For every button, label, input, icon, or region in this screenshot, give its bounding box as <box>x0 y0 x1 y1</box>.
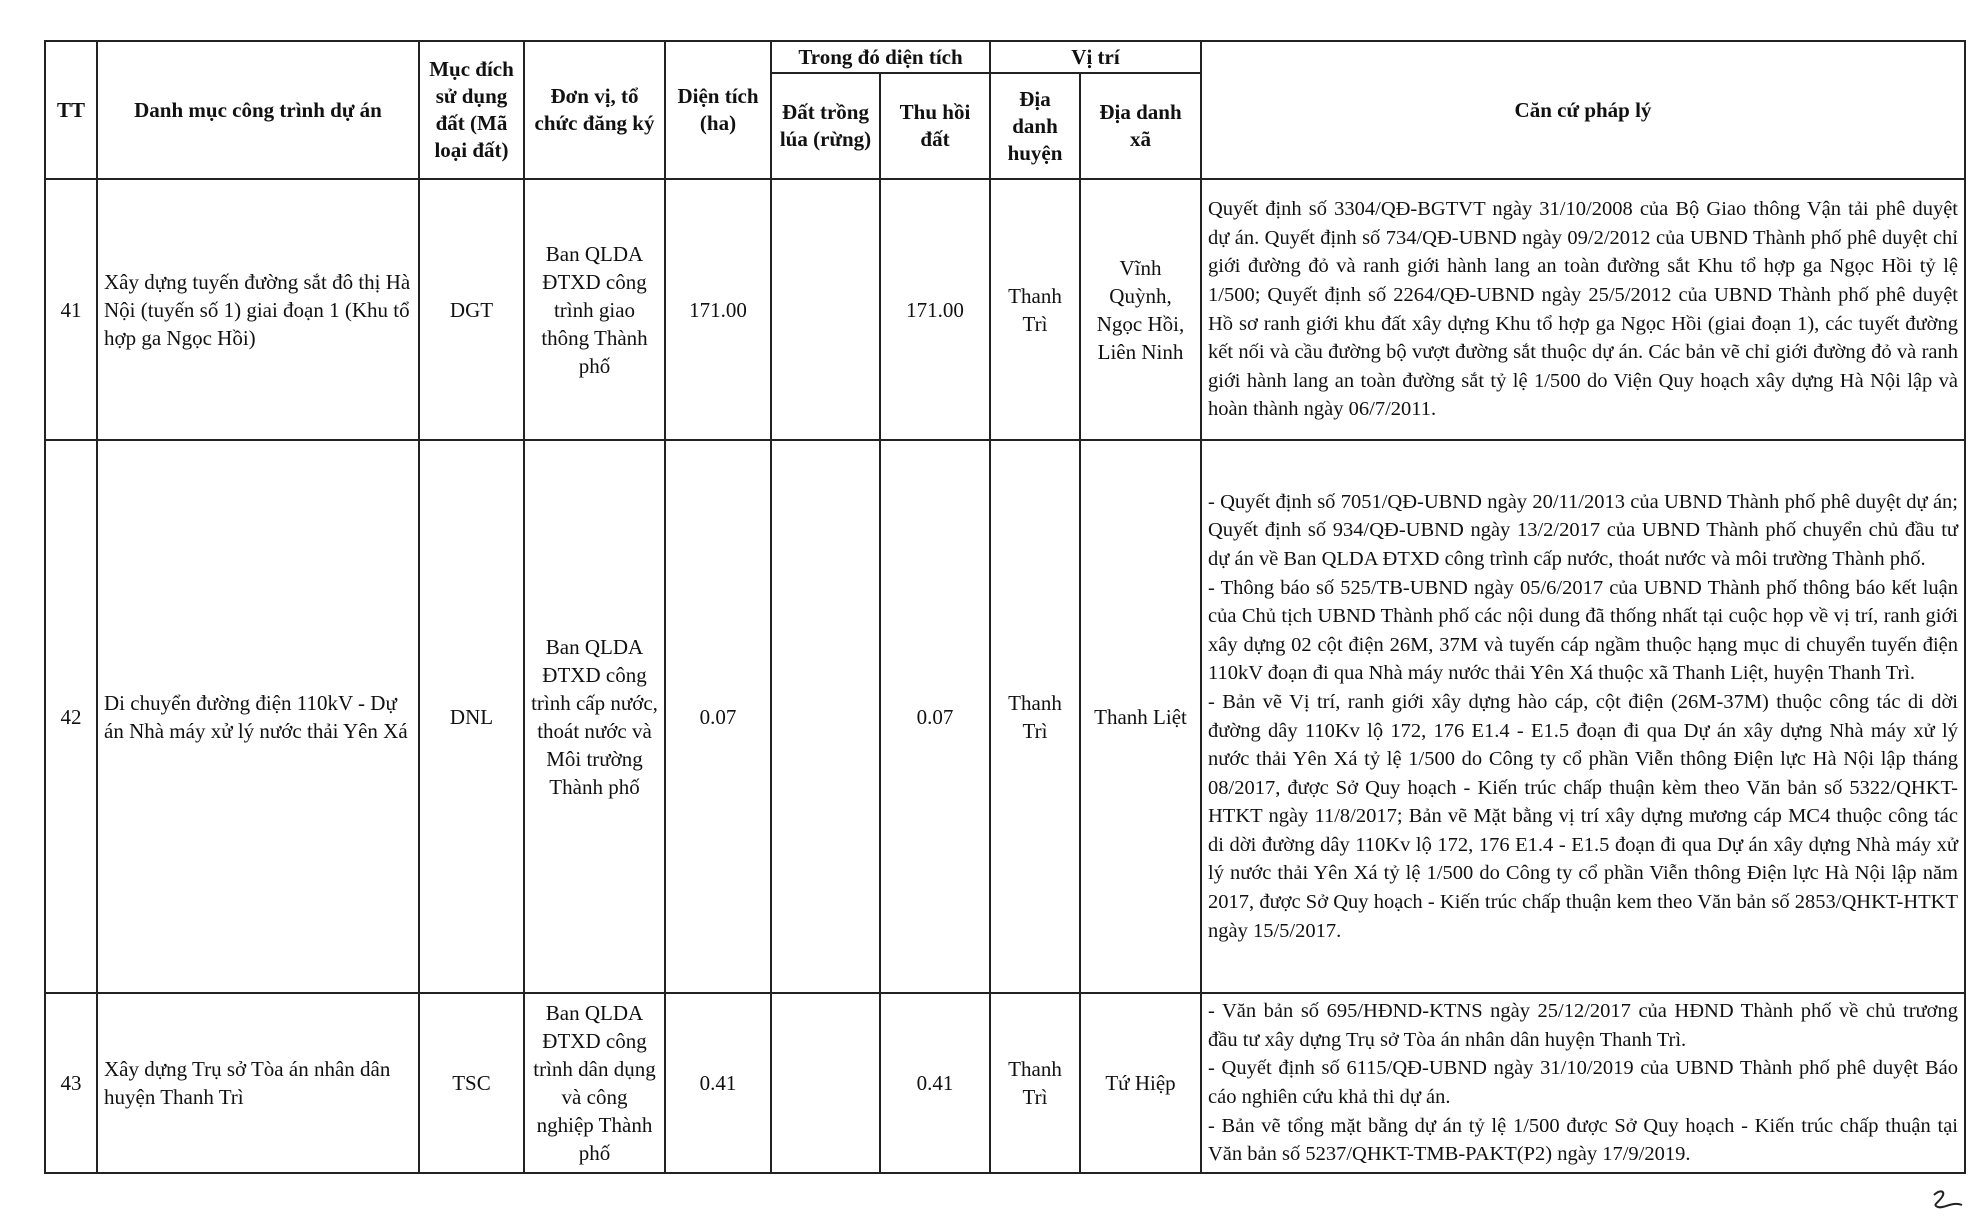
legal-line: Quyết định số 3304/QĐ-BGTVT ngày 31/10/2008 của Bộ Giao thông Vận tải phê duyệt dự án. Quyết định số 734/QĐ-UBND ngày 09/2/2012 của UBND Thành phố phê duyệt chỉ giới đường đỏ và ranh giới hành lang an toàn đường sắt Khu tổ hợp ga Ngọc Hồi tỷ lệ 1/500; Quyết định số 2264/QĐ-UBND ngày 25/5/2012 của UBND Thành phố phê duyệt Hồ sơ ranh giới khu đất xây dựng Khu tổ hợp ga Ngọc Hồi (giai đoạn 1), các tuyết đường kết nối và cầu đường bộ vượt đường sắt thuộc dự án. Các bản vẽ chỉ giới đường đỏ và ranh giới hành lang an toàn đường sắt tỷ lệ 1/500 do Viện Quy hoạch xây dựng Hà Nội lập và hoàn thành ngày 06/7/2011. <box>1208 198 1958 421</box>
row-district: Thanh Trì <box>990 993 1080 1173</box>
signature-scribble-icon <box>1930 1187 1966 1213</box>
handwritten-initial-mark <box>1930 1186 1966 1221</box>
legal-line: - Văn bản số 695/HĐND-KTNS ngày 25/12/2017 của HĐND Thành phố về chủ trương đầu tư xây dựng Trụ sở Tòa án nhân dân huyện Thanh Trì. <box>1208 1000 1958 1051</box>
row-purpose: DGT <box>419 179 524 440</box>
header-tt: TT <box>45 41 97 179</box>
row-area: 171.00 <box>665 179 771 440</box>
row-tt: 43 <box>45 993 97 1173</box>
row-purpose: TSC <box>419 993 524 1173</box>
legal-line: - Quyết định số 7051/QĐ-UBND ngày 20/11/2013 của UBND Thành phố phê duyệt dự án; Quyết định số 934/QĐ-UBND ngày 13/2/2017 của UBND Thành phố chuyển chủ đầu tư dự án về Ban QLDA ĐTXD công trình cấp nước, thoát nước và môi trường Thành phố. <box>1208 490 1958 570</box>
row-rice <box>771 440 880 993</box>
row-unit: Ban QLDA ĐTXD công trình cấp nước, thoát nước và Môi trường Thành phố <box>524 440 665 993</box>
legal-line: - Quyết định số 6115/QĐ-UBND ngày 31/10/2019 của UBND Thành phố phê duyệt Báo cáo nghiên cứu khả thi dự án. <box>1208 1057 1958 1108</box>
legal-line: - Thông báo số 525/TB-UBND ngày 05/6/2017 của UBND Thành phố thông báo kết luận của Chủ tịch UBND Thành phố các nội dung đã thống nhất tại cuộc họp về vị trí, ranh giới xây dựng 02 cột điện 26M, 37M và tuyến cáp ngầm thuộc hạng mục di chuyển tuyến điện 110kV đoạn đi qua Nhà máy nước thải Yên Xá thuộc xã Thanh Liệt, huyện Thanh Trì. <box>1208 576 1958 685</box>
header-recover: Thu hồi đất <box>880 73 990 179</box>
row-commune: Thanh Liệt <box>1080 440 1201 993</box>
table-row <box>45 440 1965 993</box>
header-rice: Đất trồng lúa (rừng) <box>771 73 880 179</box>
row-recover: 171.00 <box>880 179 990 440</box>
row-tt: 41 <box>45 179 97 440</box>
row-district: Thanh Trì <box>990 440 1080 993</box>
row-recover: 0.41 <box>880 993 990 1173</box>
table-row <box>45 179 1965 440</box>
header-purpose: Mục đích sử dụng đất (Mã loại đất) <box>419 41 524 179</box>
header-unit: Đơn vị, tổ chức đăng ký <box>524 41 665 179</box>
row-tt: 42 <box>45 440 97 993</box>
project-table <box>44 40 1966 1174</box>
row-legal <box>1201 440 1965 993</box>
row-project: Xây dựng tuyến đường sắt đô thị Hà Nội (tuyến số 1) giai đoạn 1 (Khu tổ hợp ga Ngọc Hồi) <box>97 179 419 440</box>
row-commune: Vĩnh Quỳnh, Ngọc Hồi, Liên Ninh <box>1080 179 1201 440</box>
row-unit: Ban QLDA ĐTXD công trình dân dụng và công nghiệp Thành phố <box>524 993 665 1173</box>
row-area: 0.41 <box>665 993 771 1173</box>
header-legal: Căn cứ pháp lý <box>1201 41 1965 179</box>
row-rice <box>771 993 880 1173</box>
row-area: 0.07 <box>665 440 771 993</box>
row-project: Di chuyển đường điện 110kV - Dự án Nhà máy xử lý nước thải Yên Xá <box>97 440 419 993</box>
legal-line: - Bản vẽ Vị trí, ranh giới xây dựng hào cáp, cột điện (26M-37M) thuộc công tác di dời đường dây 110Kv lộ 172, 176 E1.4 - E1.5 đoạn đi qua Dự án xây dựng Nhà máy xử lý nước thải Yên Xá tỷ lệ 1/500 do Công ty cổ phần Viễn thông Điện lực Hà Nội lập tháng 08/2017, được Sở Quy hoạch - Kiến trúc chấp thuận kèm theo Văn bản số 5322/QHKT-HTKT ngày 11/8/2017; Bản vẽ Mặt bằng vị trí xây dựng mương cáp MC4 thuộc công tác di dời đường dây 110Kv lộ 172, 176 E1.4 - E1.5 đoạn đi qua Dự án xây dựng Nhà máy xử lý nước thải Yên Xá tỷ lệ 1/500 do Công ty cổ phần Viễn thông Điện lực Hà Nội lập năm 2017, được Sở Quy hoạch - Kiến trúc chấp thuận kem theo Văn bản số 2853/QHKT-HTKT ngày 15/5/2017. <box>1208 690 1958 942</box>
header-district: Địa danh huyện <box>990 73 1080 179</box>
table-row <box>45 993 1965 1173</box>
header-commune: Địa danh xã <box>1080 73 1201 179</box>
header-area-group: Trong đó diện tích <box>771 41 990 73</box>
legal-line: - Bản vẽ tổng mặt bằng dự án tỷ lệ 1/500 được Sở Quy hoạch - Kiến trúc chấp thuận tại Văn bản số 5237/QHKT-TMB-PAKT(P2) ngày 17/9/2019. <box>1208 1114 1958 1166</box>
row-legal <box>1201 179 1965 440</box>
header-location-group: Vị trí <box>990 41 1201 73</box>
row-unit: Ban QLDA ĐTXD công trình giao thông Thành phố <box>524 179 665 440</box>
row-recover: 0.07 <box>880 440 990 993</box>
row-project: Xây dựng Trụ sở Tòa án nhân dân huyện Thanh Trì <box>97 993 419 1173</box>
row-commune: Tứ Hiệp <box>1080 993 1201 1173</box>
row-legal <box>1201 993 1965 1173</box>
row-district: Thanh Trì <box>990 179 1080 440</box>
row-purpose: DNL <box>419 440 524 993</box>
header-area: Diện tích (ha) <box>665 41 771 179</box>
header-project: Danh mục công trình dự án <box>97 41 419 179</box>
row-rice <box>771 179 880 440</box>
